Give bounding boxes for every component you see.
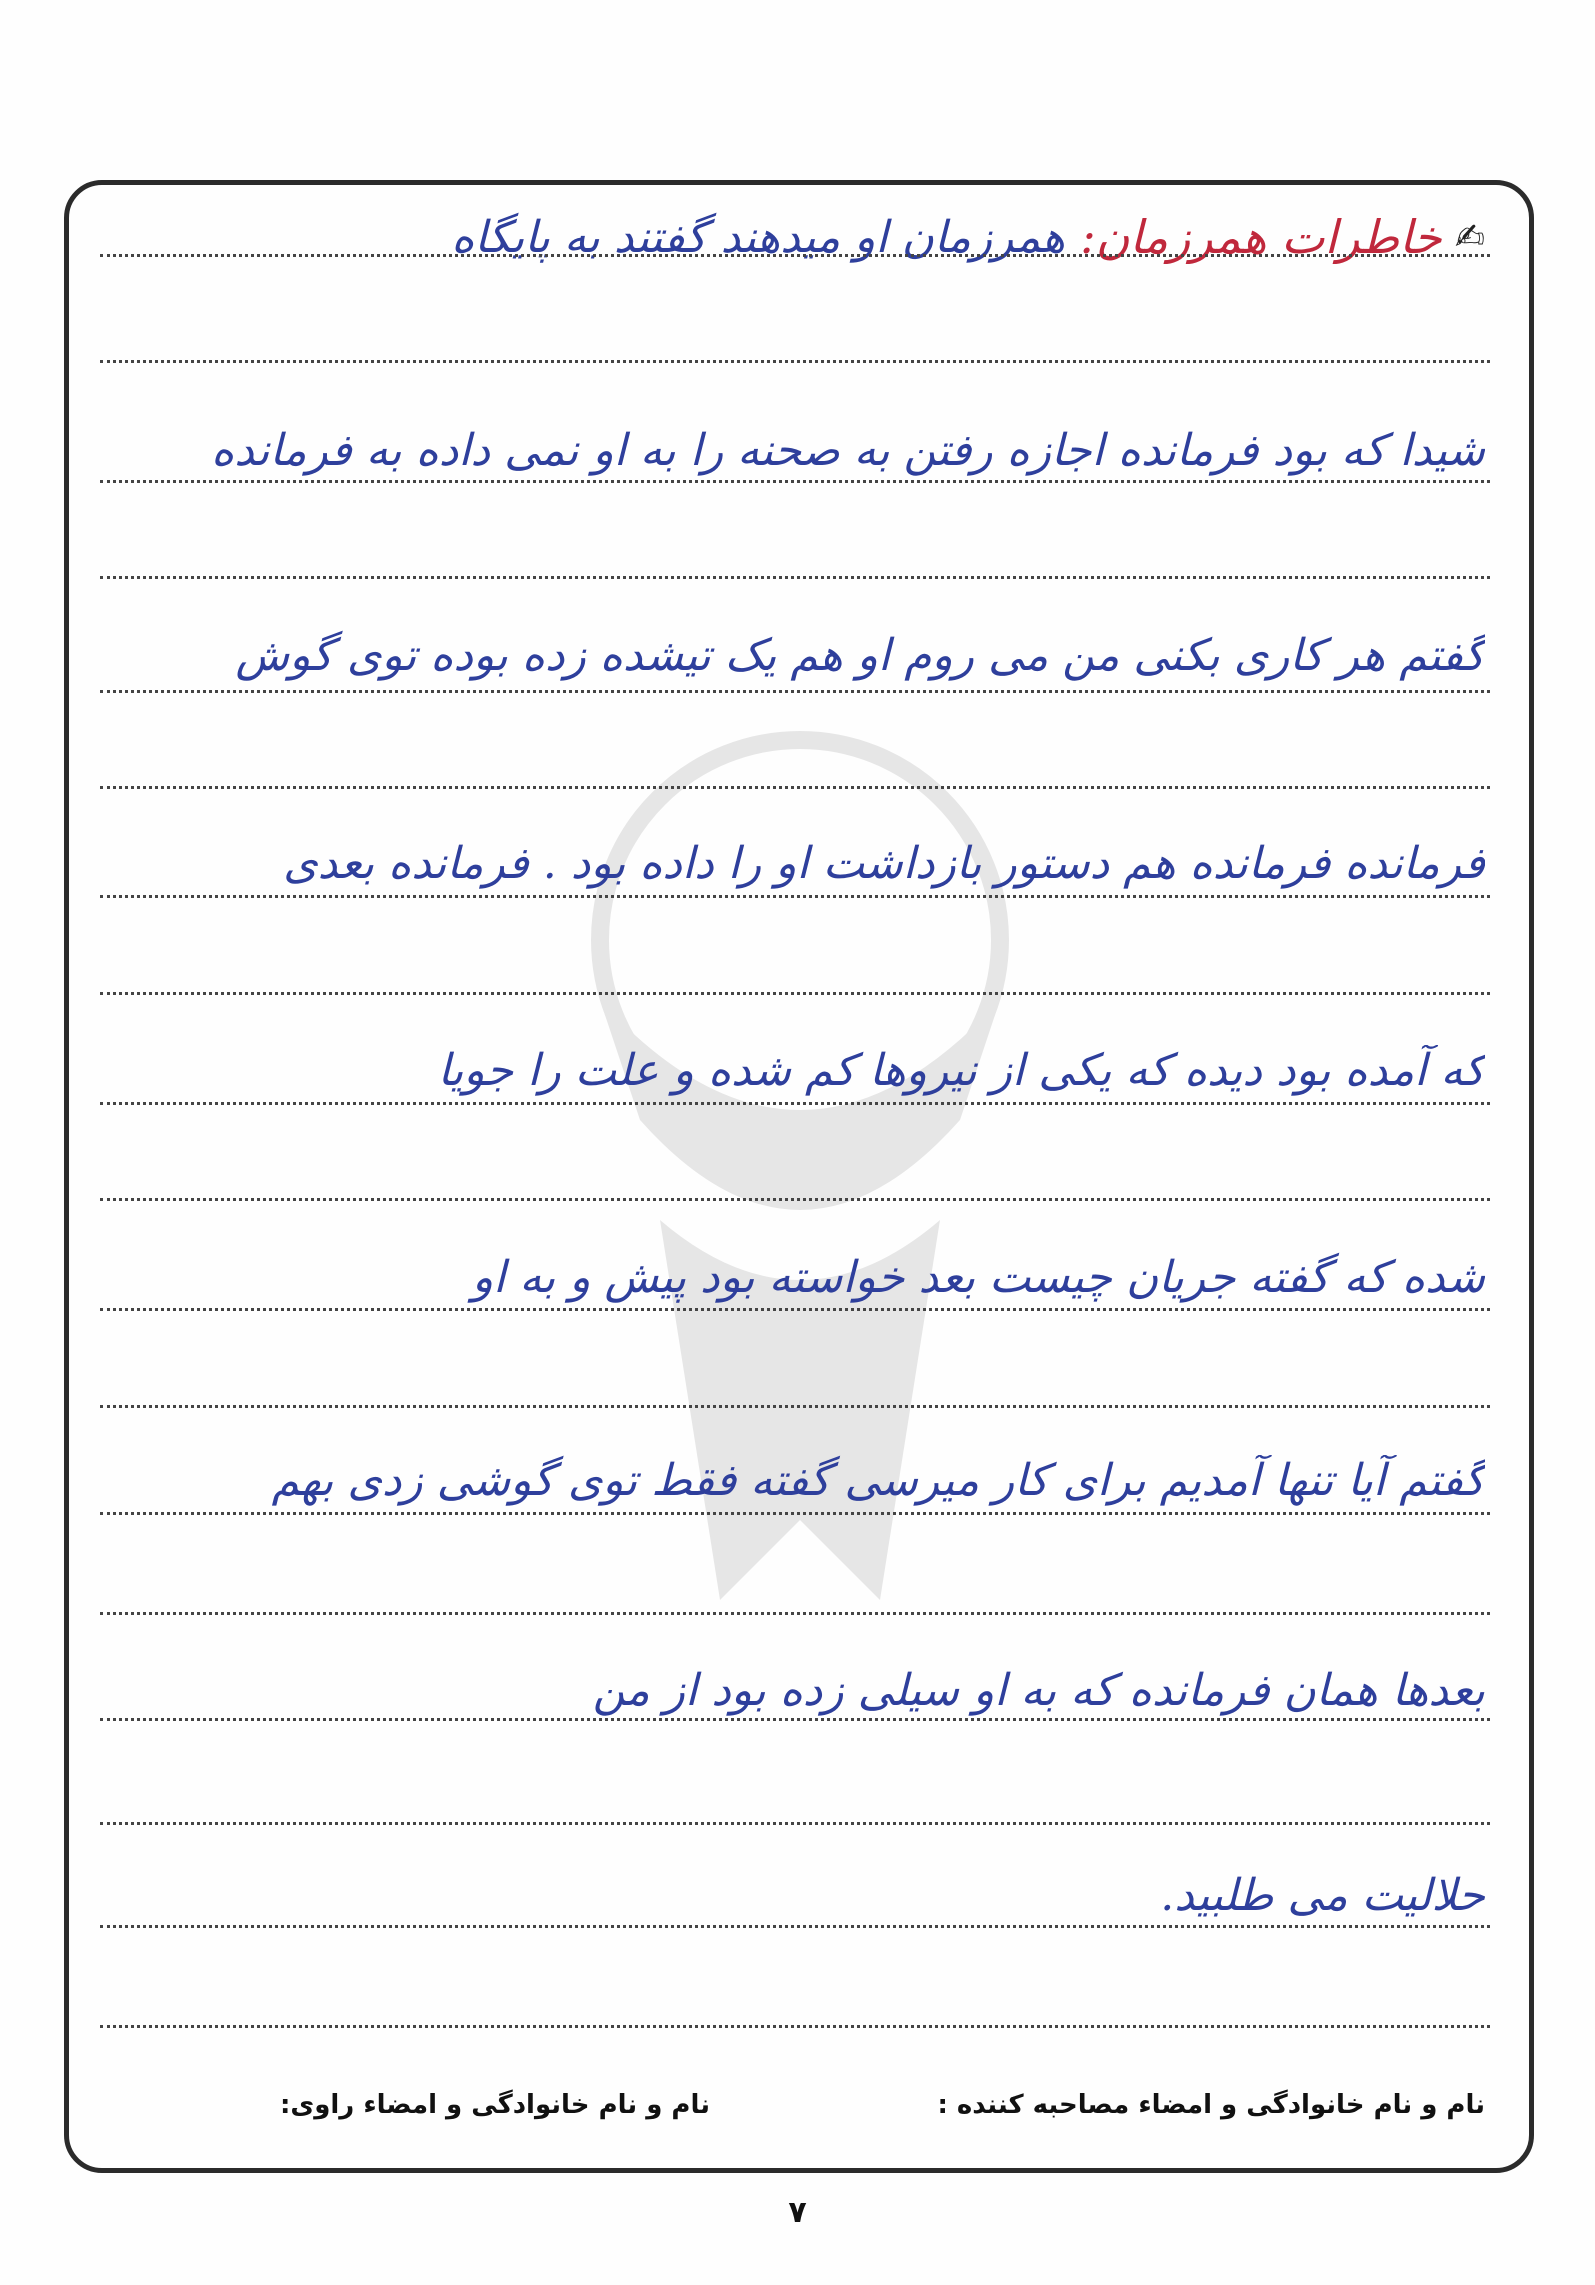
- handwritten-line-6: گفتم آیا تنها آمدیم برای کار میرسی گفته فقط توی گوشی زدی بهم: [271, 1455, 1485, 1506]
- ruled-line: [100, 360, 1490, 363]
- ruled-line: [100, 992, 1490, 995]
- interviewer-signature-label: نام و نام خانوادگی و امضاء مصاحبه کننده :: [937, 2090, 1485, 2120]
- handwritten-line-7: بعدها همان فرمانده که به او سیلی زده بود از من: [592, 1665, 1485, 1716]
- ruled-line: [100, 786, 1490, 789]
- ruled-line: [100, 895, 1490, 898]
- page-number: ۷: [788, 2195, 807, 2230]
- handwritten-line-5: شده که گفته جریان چیست بعد خواسته بود پیش و به او: [471, 1252, 1485, 1303]
- handwritten-line-4: که آمده بود دیده که یکی از نیروها کم شده و علت را جویا: [437, 1045, 1485, 1096]
- memoir-heading-label: خاطرات همرزمان:: [1080, 210, 1442, 264]
- handwritten-line-2: گفتم هر کاری بکنی من می روم او هم یک تیشده زده بوده توی گوش: [235, 630, 1485, 681]
- ruled-line: [100, 690, 1490, 693]
- ruled-line: [100, 1512, 1490, 1515]
- ruled-line: [100, 1925, 1490, 1928]
- memoir-heading-text: همرزمان او میدهند گفتند به پایگاه: [451, 211, 1066, 263]
- ruled-line: [100, 1308, 1490, 1311]
- ruled-line: [100, 1198, 1490, 1201]
- ruled-line: [100, 1102, 1490, 1105]
- ruled-line: [100, 1822, 1490, 1825]
- ruled-line: [100, 1718, 1490, 1721]
- ruled-line: [100, 1612, 1490, 1615]
- handwritten-line-1: شیدا که بود فرمانده اجازه رفتن به صحنه را به او نمی داده به فرمانده: [211, 425, 1485, 476]
- narrator-signature-label: نام و نام خانوادگی و امضاء راوی:: [280, 2090, 710, 2120]
- handwritten-line-8: حلالیت می طلبید.: [1160, 1870, 1485, 1921]
- ruled-line: [100, 2025, 1490, 2028]
- ruled-line: [100, 576, 1490, 579]
- ruled-line: [100, 480, 1490, 483]
- ruled-line: [100, 254, 1490, 257]
- handwritten-line-3: فرمانده فرمانده هم دستور بازداشت او را داده بود . فرمانده بعدی: [283, 838, 1485, 889]
- ruled-line: [100, 1405, 1490, 1408]
- writing-hand-icon: ✍: [1454, 216, 1485, 258]
